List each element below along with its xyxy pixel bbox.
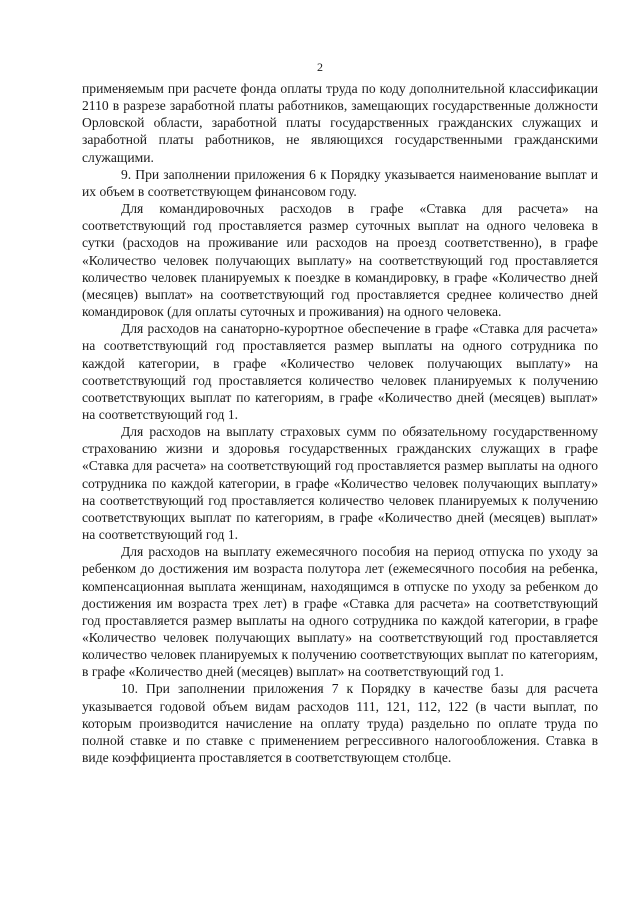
paragraph-continuation: применяемым при расчете фонда оплаты труда по коду дополнительной классификации 2110 в разрезе заработной платы работников, замещающих государственные должности Орловской области, заработной платы государственных гражданских служащих и заработной платы работников, не являющихся государственными гражданскими служащими.: [82, 81, 598, 165]
paragraph-childcare-allowance: Для расходов на выплату ежемесячного пособия на период отпуска по уходу за ребенком до достижения им возраста полутора лет (ежемесячного пособия на ребенка, компенсационная выплата женщинам, находящимся в отпуске по уходу за ребенком до достижения им возраста трех лет) в графе «Ставка для расчета» на соответствующий год проставляется размер выплаты на одного сотрудника по каждой категории, в графе «Количество человек получающих выплату» на соответствующий год проставляется количество человек планируемых к получению соответствующих выплат по категориям, в графе «Количество дней (месяцев) выплат» на соответствующий год 1.: [82, 544, 598, 680]
paragraph-sanatorium-expenses: Для расходов на санаторно-курортное обеспечение в графе «Ставка для расчета» на соответствующий год проставляется размер выплаты на одного сотрудника по каждой категории, в графе «Количество человек получающих выплату» на соответствующий год проставляется количество человек планируемых к получению соответствующих выплат по категориям, в графе «Количество дней (месяцев) выплат» на соответствующий год 1.: [82, 321, 598, 422]
document-body: [82, 80, 598, 766]
paragraph-item-10: 10. При заполнении приложения 7 к Порядку в качестве базы для расчета указывается годовой объем видам расходов 111, 121, 112, 122 (в части выплат, по которым производится начисление на оплату труда) раздельно по оплате труда по полной ставке и по ставке с применением регрессивного налогообложения. Ставка в виде коэффициента проставляется в соответствующем столбце.: [82, 681, 598, 766]
paragraph-item-9: 9. При заполнении приложения 6 к Порядку указывается наименование выплат и их объем в соответствующем финансовом году.: [82, 166, 598, 199]
paragraph-insurance-expenses: Для расходов на выплату страховых сумм по обязательному государственному страхованию жизни и здоровья государственных гражданских служащих в графе «Ставка для расчета» на соответствующий год проставляется размер выплаты на одного сотрудника по каждой категории, в графе «Количество человек получающих выплату» на соответствующий год проставляется количество человек планируемых к получению соответствующих выплат по категориям, в графе «Количество дней (месяцев) выплат» на соответствующий год 1.: [82, 424, 598, 543]
page-number: 2: [317, 60, 323, 74]
paragraph-travel-expenses: Для командировочных расходов в графе «Ставка для расчета» на соответствующий год проставляется размер суточных выплат на одного человека в сутки (расходов на проживание или расходов на проезд соответственно), в графе «Количество человек получающих выплату» на соответствующий год проставляется количество человек планируемых к поездке в командировку, в графе «Количество дней (месяцев) выплат» на соответствующий год проставляется среднее количество дней командировок (для оплаты суточных и проживания) на одного человека.: [82, 201, 598, 320]
